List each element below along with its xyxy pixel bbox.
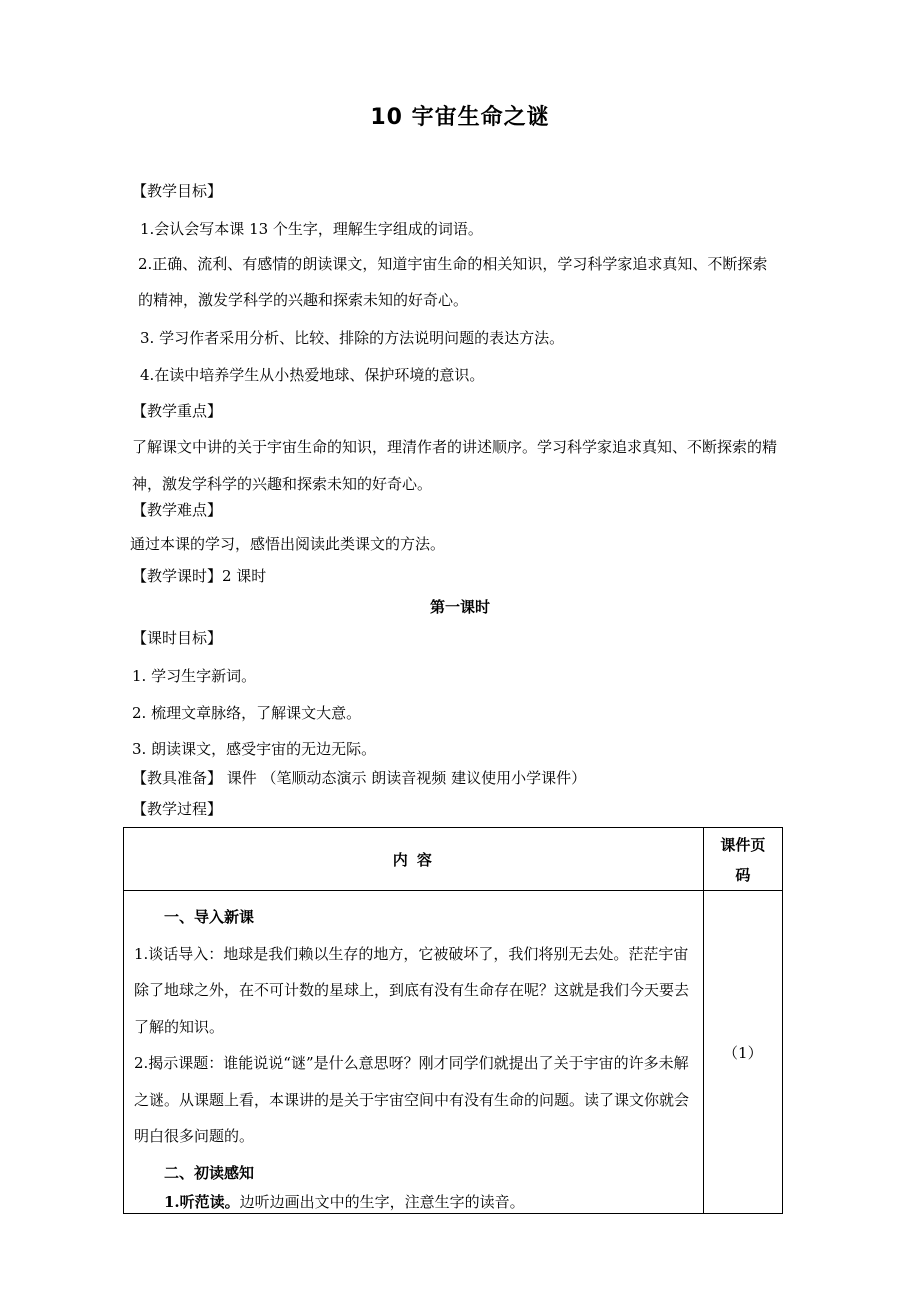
goal-item-2: 2.正确、流利、有感情的朗读课文，知道宇宙生命的相关知识，学习科学家追求真知、不断探索的精神，激发学科学的兴趣和探索未知的好奇心。: [138, 255, 768, 309]
section2-item-1: [134, 1191, 693, 1213]
difficulty-heading: 【教学难点】: [132, 501, 223, 519]
process-table: [123, 827, 783, 1214]
section2-item-bold: 1.听范读。: [164, 1193, 240, 1211]
table-header-page-line2: 码: [735, 866, 751, 884]
lesson-goal-3: 3. 朗读课文，感受宇宙的无边无际。: [132, 740, 377, 758]
table-header-page: [703, 828, 782, 891]
goal-item-3: 3. 学习作者采用分析、比较、排除的方法说明问题的表达方法。: [140, 329, 565, 347]
lesson-goal-2: 2. 梳理文章脉络，了解课文大意。: [132, 704, 362, 722]
hours-text: 【教学课时】2 课时: [132, 567, 267, 585]
tools-text: 【教具准备】 课件 （笔顺动态演示 朗读音视频 建议使用小学课件）: [132, 769, 587, 787]
section2-item-rest: 边听边画出文中的生字，注意生字的读音。: [239, 1193, 525, 1211]
table-page-ref-cell: [703, 891, 782, 1214]
section2-title: 二、初读感知: [164, 1163, 255, 1182]
goal-item-1: 1.会认会写本课 13 个生字，理解生字组成的词语。: [140, 220, 483, 238]
first-lesson-title: 第一课时: [429, 598, 490, 616]
goal-item-4: 4.在读中培养学生从小热爱地球、保护环境的意识。: [140, 366, 485, 384]
table-content-cell: [124, 891, 704, 1214]
page-ref: （1）: [723, 1043, 763, 1062]
goals-heading: 【教学目标】: [132, 182, 223, 200]
difficulty-text: 通过本课的学习，感悟出阅读此类课文的方法。: [130, 535, 446, 553]
table-header-content: 内 容: [124, 828, 704, 891]
section1-paragraph-2: 2.揭示课题：谁能说说“谜”是什么意思呀？刚才同学们就提出了关于宇宙的许多未解之谜。从课题上看，本课讲的是关于宇宙空间中有没有生命的问题。读了课文你就会明白很多问题的。: [134, 1054, 690, 1145]
section1-paragraph-1: 1.谈话导入：地球是我们赖以生存的地方，它被破坏了，我们将别无去处。茫茫宇宙除了地球之外，在不可计数的星球上，到底有没有生命存在呢？这就是我们今天要去了解的知识。: [134, 944, 690, 1036]
page-title: 10 宇宙生命之谜: [370, 105, 550, 130]
lesson-goals-heading: 【课时目标】: [132, 629, 223, 647]
keypoints-text: 了解课文中讲的关于宇宙生命的知识，理清作者的讲述顺序。学习科学家追求真知、不断探索的精神，激发学科学的兴趣和探索未知的好奇心。: [132, 438, 778, 493]
keypoints-heading: 【教学重点】: [132, 402, 223, 420]
table-header-page-line1: 课件页: [720, 836, 766, 854]
process-heading: 【教学过程】: [132, 800, 223, 818]
section1-title: 一、导入新课: [164, 908, 255, 926]
lesson-goal-1: 1. 学习生字新词。: [132, 667, 257, 685]
